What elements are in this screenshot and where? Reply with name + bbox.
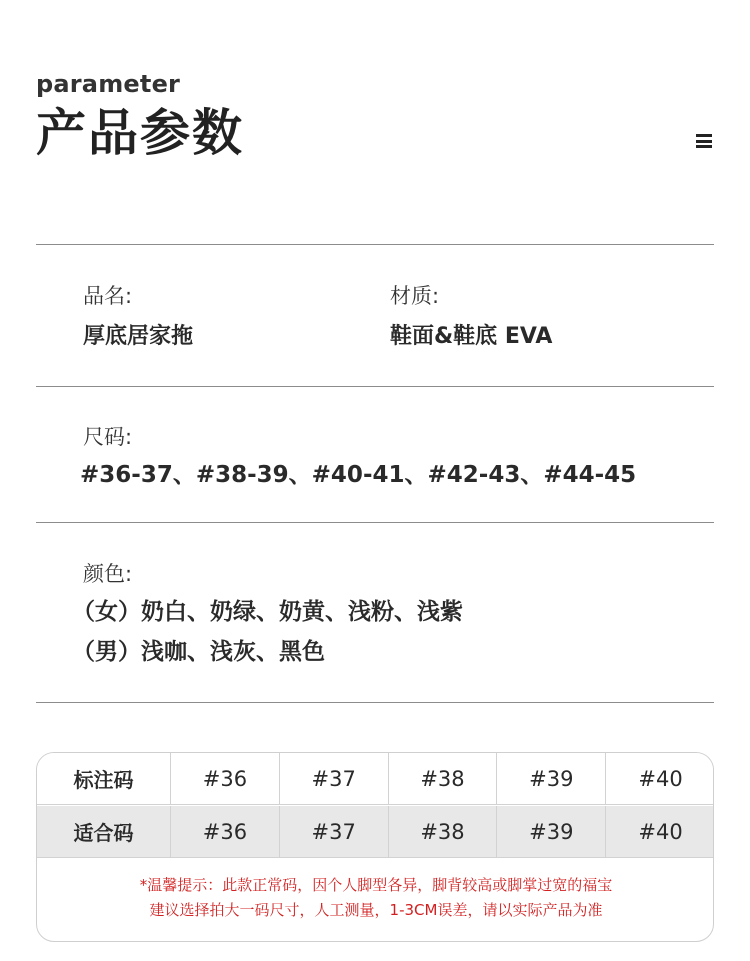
menu-icon[interactable] bbox=[696, 134, 712, 148]
divider-size bbox=[36, 522, 714, 523]
divider-top bbox=[36, 244, 714, 245]
table-cell: #39 bbox=[497, 806, 606, 857]
color-men: （男）浅咖、浅灰、黑色 bbox=[72, 639, 325, 665]
table-cell: #36 bbox=[171, 806, 280, 857]
size-value: #36-37、#38-39、#40-41、#42-43、#44-45 bbox=[80, 462, 637, 488]
color-women: （女）奶白、奶绿、奶黄、浅粉、浅紫 bbox=[72, 599, 463, 625]
row-header-marked: 标注码 bbox=[37, 753, 171, 804]
table-cell: #38 bbox=[389, 753, 498, 804]
color-label: 颜色: bbox=[83, 562, 133, 586]
material-label: 材质: bbox=[390, 284, 440, 308]
table-cell: #36 bbox=[171, 753, 280, 804]
size-label: 尺码: bbox=[83, 425, 133, 449]
table-cell: #40 bbox=[638, 819, 683, 844]
material-value: 鞋面&鞋底 EVA bbox=[390, 324, 553, 349]
divider-product bbox=[36, 386, 714, 387]
size-note-line-2: 建议选择拍大一码尺寸，人工测量，1-3CM误差，请以实际产品为准 bbox=[149, 901, 603, 919]
divider-color bbox=[36, 702, 714, 703]
row-header-fit: 适合码 bbox=[37, 806, 171, 857]
table-cell: #37 bbox=[280, 753, 389, 804]
table-cell: #39 bbox=[497, 753, 606, 804]
product-name-value: 厚底居家拖 bbox=[83, 324, 194, 349]
product-name-label: 品名: bbox=[83, 284, 133, 308]
page-title: 产品参数 bbox=[36, 104, 244, 162]
table-cell: #40 bbox=[638, 766, 683, 791]
table-cell: #38 bbox=[389, 806, 498, 857]
size-row-fit bbox=[37, 806, 714, 858]
page-eyebrow: parameter bbox=[36, 70, 181, 98]
size-note-line-1: *温馨提示：此款正常码，因个人脚型各异，脚背较高或脚掌过宽的福宝 bbox=[139, 876, 613, 894]
size-table bbox=[36, 752, 714, 942]
size-row-marked bbox=[37, 753, 714, 805]
table-cell: #37 bbox=[280, 806, 389, 857]
size-note bbox=[37, 859, 714, 923]
